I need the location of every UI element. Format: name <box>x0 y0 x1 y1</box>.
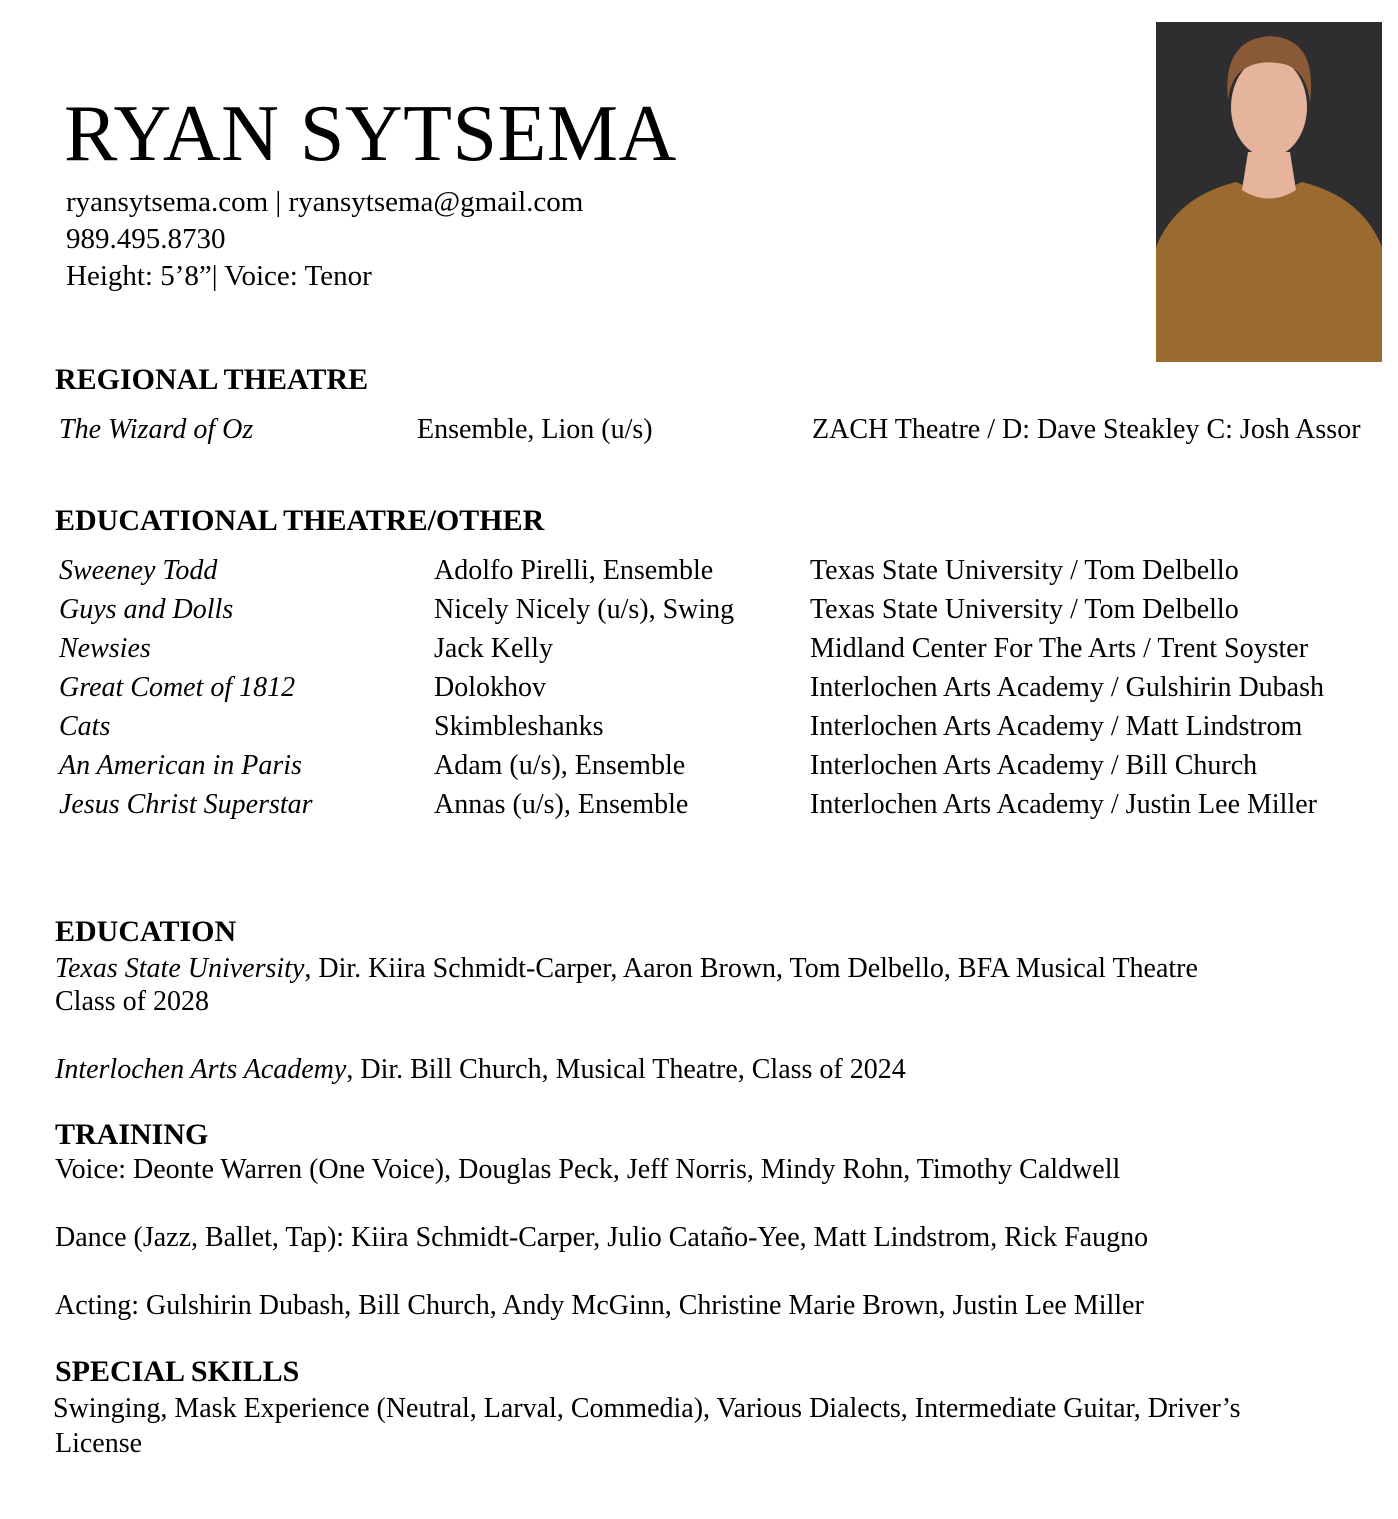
education-class-year: Class of 2028 <box>55 986 209 1017</box>
contact-website-email: ryansytsema.com | ryansytsema@gmail.com <box>66 186 584 218</box>
credit-company: Midland Center For The Arts / Trent Soyster <box>810 633 1309 664</box>
credit-role: Adolfo Pirelli, Ensemble <box>434 555 714 586</box>
credit-company: Texas State University / Tom Delbello <box>810 555 1239 586</box>
school-name: Texas State University <box>55 953 305 984</box>
credit-company: Texas State University / Tom Delbello <box>810 594 1239 625</box>
training-voice: Voice: Deonte Warren (One Voice), Douglas Peck, Jeff Norris, Mindy Rohn, Timothy Caldwell <box>55 1154 1121 1185</box>
credit-show: Jesus Christ Superstar <box>59 789 313 820</box>
education-interlochen <box>55 1053 906 1087</box>
credit-show: Newsies <box>59 633 151 664</box>
contact-phone: 989.495.8730 <box>66 223 226 255</box>
credit-show: Sweeney Todd <box>59 555 218 586</box>
educational-theatre-heading: EDUCATIONAL THEATRE/OTHER <box>55 504 545 537</box>
education-texas-state <box>55 952 1198 986</box>
resume-name: RYAN SYTSEMA <box>64 90 677 178</box>
credit-role: Nicely Nicely (u/s), Swing <box>434 594 735 625</box>
credit-role: Skimbleshanks <box>434 711 604 742</box>
credit-show: An American in Paris <box>59 750 302 781</box>
training-acting: Acting: Gulshirin Dubash, Bill Church, Andy McGinn, Christine Marie Brown, Justin Lee Miller <box>55 1290 1144 1321</box>
credit-company: Interlochen Arts Academy / Matt Lindstrom <box>810 711 1303 742</box>
special-skills-line1: Swinging, Mask Experience (Neutral, Larval, Commedia), Various Dialects, Intermediate Guitar, Driver’s <box>53 1393 1241 1424</box>
credit-role: Annas (u/s), Ensemble <box>434 789 689 820</box>
credit-show: Cats <box>59 711 111 742</box>
credit-role: Ensemble, Lion (u/s) <box>417 414 653 445</box>
credit-company: Interlochen Arts Academy / Gulshirin Dubash <box>810 672 1325 703</box>
special-skills-line2: License <box>55 1428 143 1459</box>
training-heading: TRAINING <box>55 1118 209 1151</box>
credit-role: Adam (u/s), Ensemble <box>434 750 686 781</box>
height-voice: Height: 5’8”| Voice: Tenor <box>66 260 372 292</box>
credit-company: Interlochen Arts Academy / Justin Lee Miller <box>810 789 1317 820</box>
credit-show: The Wizard of Oz <box>59 414 254 445</box>
education-heading: EDUCATION <box>55 915 237 948</box>
headshot-photo <box>1156 22 1382 362</box>
credit-role: Jack Kelly <box>434 633 553 664</box>
training-dance: Dance (Jazz, Ballet, Tap): Kiira Schmidt-Carper, Julio Cataño-Yee, Matt Lindstrom, Rick Faugno <box>55 1222 1149 1253</box>
special-skills-heading: SPECIAL SKILLS <box>55 1355 300 1388</box>
credit-role: Dolokhov <box>434 672 546 703</box>
school-detail: , Dir. Bill Church, Musical Theatre, Class of 2024 <box>346 1054 906 1085</box>
regional-theatre-heading: REGIONAL THEATRE <box>55 363 369 396</box>
credit-show: Great Comet of 1812 <box>59 672 296 703</box>
credit-company: ZACH Theatre / D: Dave Steakley C: Josh Assor <box>812 414 1361 445</box>
credit-show: Guys and Dolls <box>59 594 234 625</box>
school-detail: , Dir. Kiira Schmidt-Carper, Aaron Brown, Tom Delbello, BFA Musical Theatre <box>304 953 1198 984</box>
school-name: Interlochen Arts Academy <box>55 1054 347 1085</box>
credit-company: Interlochen Arts Academy / Bill Church <box>810 750 1258 781</box>
